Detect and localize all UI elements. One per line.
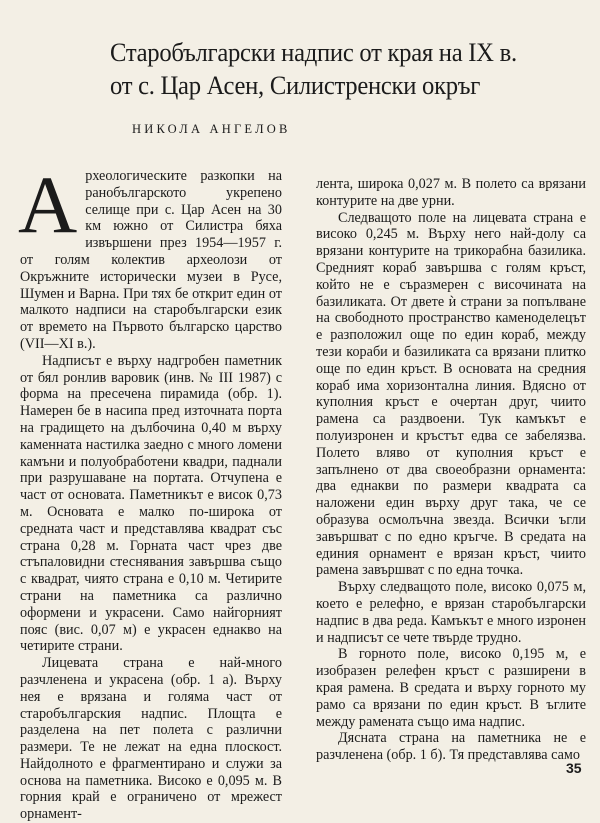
- drop-cap: А: [18, 159, 78, 250]
- title-line-1: Старобългарски надпис от края на IX в.: [110, 37, 517, 67]
- paragraph: В горното поле, високо 0,195 м, е изобразен релефен кръст с разширени в края рамена. В средата и върху горното му рамо са врязани по един кръст. В ъглите между рамената също има надпис.: [316, 646, 586, 730]
- paragraph: Следващото поле на лицевата страна е високо 0,245 м. Върху него най-долу са врязани контурите на трикорабна базилика. Средният кораб завършва с голям кръст, който не е съразмерен с височината на базиликата. От двете ѝ страни за попълване на свободното пространство каменоделецът е разположил още по един кораб, между тези кораби и базиликата са врязани плитко още по един кръст. В основата на средния кораб има хоризонтална линия. Вдясно от куполния кръст е очертан друг, чиито рамена са раздвоени. Тук камъкът е полуизронен и кръстът едва се забелязва. Полето вляво от куполния кръст е запълнено от два своеобразни орнамента: два еднакви по размери квадрата са наложени един върху друг така, че се образува осмолъчна звезда. Всички ъгли завършват с по едно кръгче. В средата на единия орнамент е врязан кръст, чиито рамена завършват с по една точка.: [316, 209, 586, 579]
- article-author: НИКОЛА АНГЕЛОВ: [132, 122, 291, 136]
- right-column: [316, 176, 586, 764]
- paragraph: Надписът е върху надгробен паметник от бял ронлив варовик (инв. № III 1987) с форма на пресечена пирамида (обр. 1). Намерен бе в насипа пред източната порта на градището на дълбочина 0,40 м върху каменната настилка заедно с много ломени камъни и полуобработени квадри, паднали при разрушаване на портата. Отчупена е част от основата. Паметникът е висок 0,73 м. Основата е малко по-широка от средната част и представлява квадрат със страна 0,28 м. Горната част чрез две стъпаловидни стеснявания завършва също с квадрат, чиято страна е 0,10 м. Четирите страни на паметника са различно оформени и украсени. Само найгорният пояс (вис. 0,07 м) е украсен еднакво на четирите страни.: [20, 352, 282, 655]
- title-line-2: от с. Цар Асен, Силистренски окръг: [110, 70, 481, 100]
- paragraph: Дясната страна на паметника не е разчленена (обр. 1 б). Тя представлява само: [316, 730, 586, 764]
- left-column: [18, 159, 282, 823]
- paragraph: Върху следващото поле, високо 0,075 м, което е релефно, е врязан старобългарски надпис в два реда. Камъкът е много изронен и надписът се чете твърде трудно.: [316, 579, 586, 646]
- paragraph: лента, широка 0,027 м. В полето са врязани контурите на две урни.: [316, 176, 586, 209]
- article-title: [110, 36, 556, 102]
- page-number: 35: [566, 760, 582, 776]
- paragraph-text: рхеологическите разкопки на ранобългарското укрепено селище при с. Цар Асен на 30 км южно от Силистра бяха извършени през 1954—1957 г. от голям колектив археолози от Окръжните исторически музеи в Русе, Шумен и Варна. При тях бе открит един от малкото надписи на старобългарски език от времето на Първото българско царство (VII—XI в.).: [20, 168, 282, 352]
- paragraph: Лицевата страна е най-много разчленена и украсена (обр. 1 а). Върху нея е врязана и голяма част от старобългарския надпис. Площта е разделена на пет полета с различни размери. Те не лежат на една плоскост. Найдолното е фрагментирано и служи за основа на паметника. Високо е 0,095 м. В горния край е ограничено от мрежест орнамент-: [20, 655, 282, 823]
- paragraph: [18, 159, 282, 353]
